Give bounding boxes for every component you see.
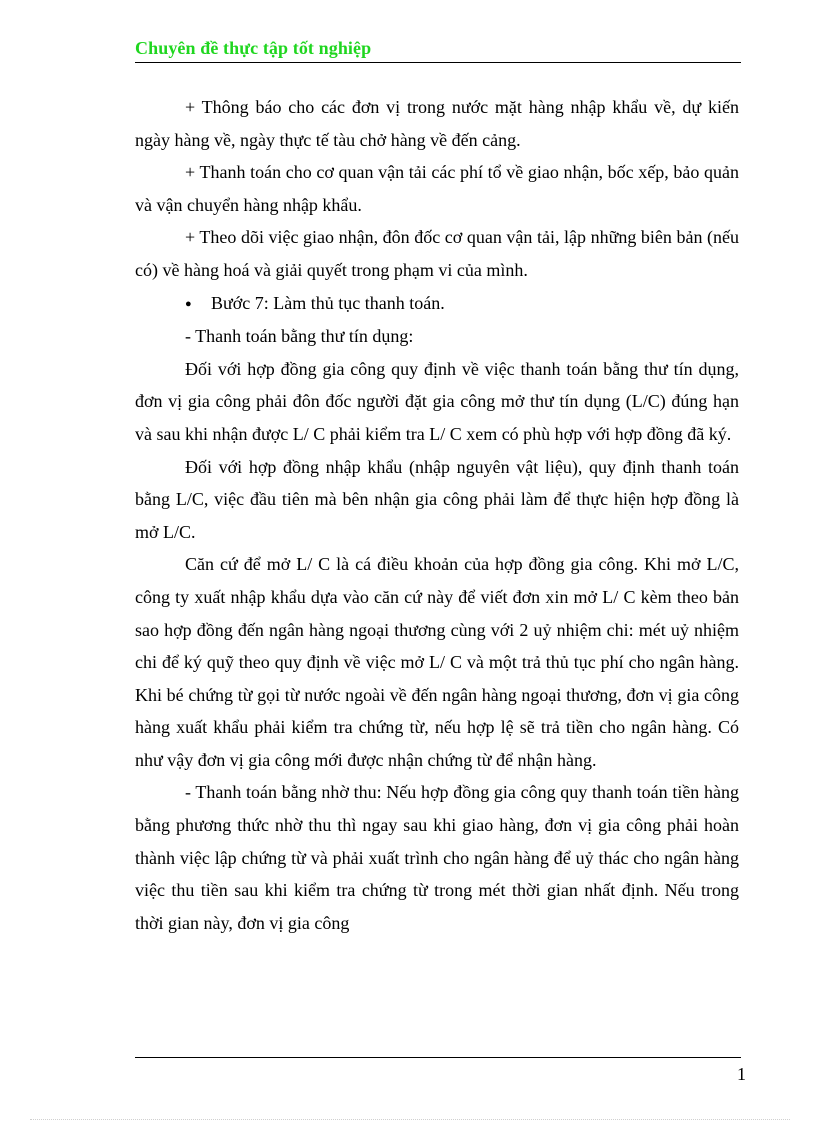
paragraph-lc-import: Đối với hợp đồng nhập khẩu (nhập nguyên vật liệu), quy định thanh toán bằng L/C, việc đầu tiên mà bên nhận gia công phải làm để thực hiện hợp đồng là mở L/C. (135, 456, 739, 542)
paragraph-pay-transport: + Thanh toán cho cơ quan vận tải các phí tổ về giao nhận, bốc xếp, bảo quản và vận chuyển hàng nhập khẩu. (135, 162, 739, 215)
paragraph-lc-basis: Căn cứ để mở L/ C là cá điều khoản của hợp đồng gia công. Khi mở L/C, công ty xuất nhập khẩu dựa vào căn cứ này để viết đơn xin mở L/ C kèm theo bản sao hợp đồng đến ngân hàng ngoại thương cùng với 2 uỷ nhiệm chi: mét uỷ nhiệm chi để ký quỹ theo quy định về việc mở L/ C và một trả thủ tục phí cho ngân hàng. Khi bé chứng từ gọi từ nước ngoài về đến ngân hàng ngoại thương, đơn vị gia công hàng xuất khẩu phải kiểm tra chứng từ, nếu hợp lệ sẽ trả tiền cho ngân hàng. Có như vậy đơn vị gia công mới được nhận chứng từ để nhận hàng. (135, 554, 739, 770)
page-boundary (30, 1119, 790, 1120)
page-number: 1 (737, 1064, 746, 1084)
bullet-step-7-text: Bước 7: Làm thủ tục thanh toán. (211, 292, 445, 313)
bullet-step-7 (135, 287, 739, 321)
header-divider (135, 62, 741, 63)
document-body (135, 91, 739, 939)
document-header-title: Chuyên đề thực tập tốt nghiệp (135, 38, 372, 58)
paragraph-lc-processing: Đối với hợp đồng gia công quy định về việc thanh toán bằng thư tín dụng, đơn vị gia công phải đôn đốc người đặt gia công mở thư tín dụng (L/C) đúng hạn và sau khi nhận được L/ C phải kiểm tra L/ C xem có phù hợp với hợp đồng đã ký. (135, 358, 739, 444)
paragraph-lc-heading: - Thanh toán bằng thư tín dụng: (185, 326, 414, 347)
footer-divider (135, 1057, 741, 1058)
paragraph-notify: + Thông báo cho các đơn vị trong nước mặt hàng nhập khẩu về, dự kiến ngày hàng về, ngày thực tế tàu chở hàng về đến cảng. (135, 97, 739, 150)
paragraph-monitor: + Theo dõi việc giao nhận, đôn đốc cơ quan vận tải, lập những biên bản (nếu có) về hàng hoá và giải quyết trong phạm vi của mình. (135, 227, 739, 280)
paragraph-collection: - Thanh toán bằng nhờ thu: Nếu hợp đồng gia công quy thanh toán tiền hàng bằng phương thức nhờ thu thì ngay sau khi giao hàng, đơn vị gia công phải hoàn thành việc lập chứng từ và phải xuất trình cho ngân hàng để uỷ thác cho ngân hàng việc thu tiền sau khi kiểm tra chứng từ trong mét thời gian nhất định. Nếu trong thời gian này, đơn vị gia công (135, 782, 739, 933)
bullet-icon: ● (185, 297, 192, 310)
